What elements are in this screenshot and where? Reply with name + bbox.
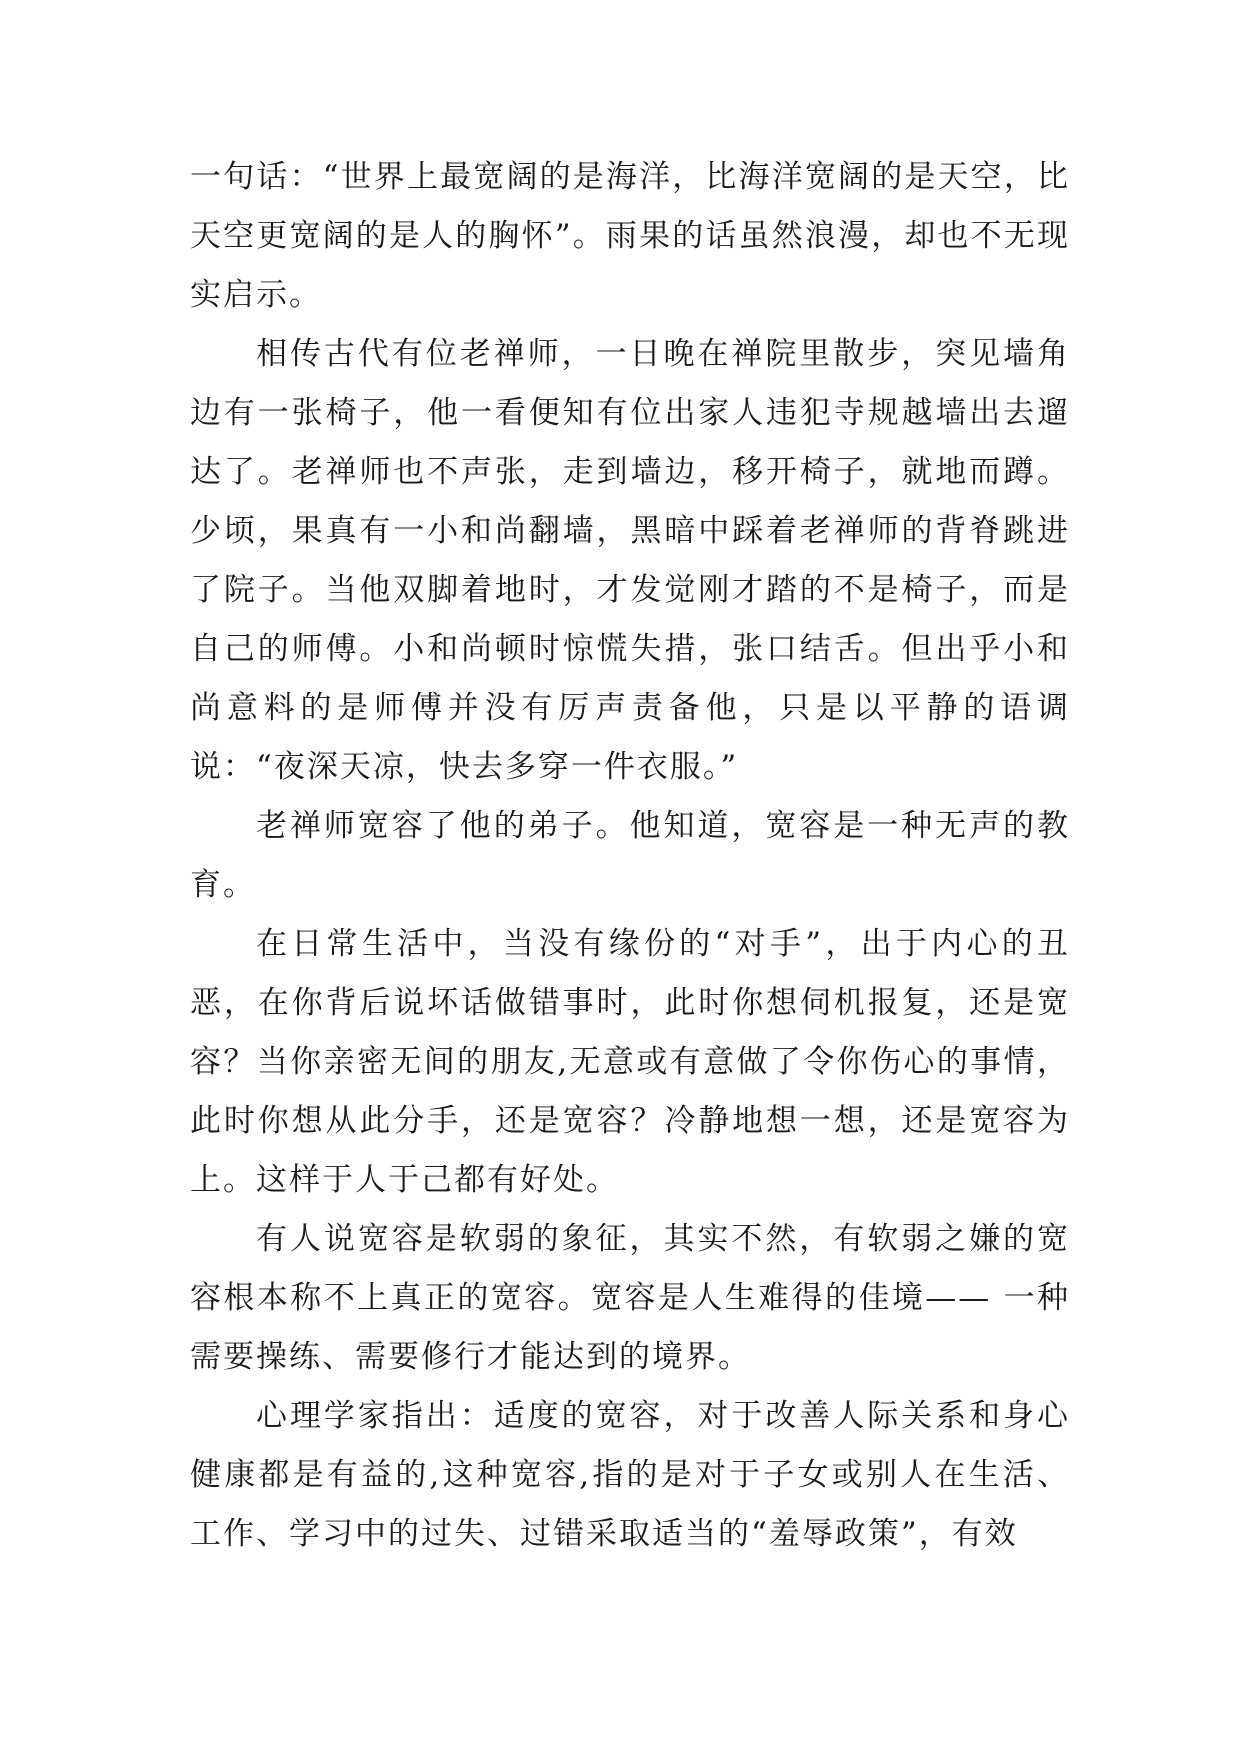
paragraph-5: 有人说宽容是软弱的象征，其实不然，有软弱之嫌的宽容根本称不上真正的宽容。宽容是人生难得的佳境—— 一种需要操练、需要修行才能达到的境界。 bbox=[190, 1221, 1070, 1375]
paragraph-6: 心理学家指出：适度的宽容，对于改善人际关系和身心健康都是有益的,这种宽容,指的是对于子女或别人在生活、工作、学习中的过失、过错采取适当的“羞辱政策”，有效 bbox=[190, 1398, 1070, 1552]
paragraph-2: 相传古代有位老禅师，一日晚在禅院里散步，突见墙角边有一张椅子，他一看便知有位出家人违犯寺规越墙出去遛达了。老禅师也不声张，走到墙边，移开椅子，就地而蹲。少顷，果真有一小和尚翻墙，黑暗中踩着老禅师的背脊跳进了院子。当他双脚着地时，才发觉刚才踏的不是椅子，而是自己的师傅。小和尚顿时惊慌失措，张口结舌。但出乎小和尚意料的是师傅并没有厉声责备他，只是以平静的语调说：“夜深天凉，快去多穿一件衣服。” bbox=[190, 336, 1070, 785]
paragraph-1: 一句话：“世界上最宽阔的是海洋，比海洋宽阔的是天空，比天空更宽阔的是人的胸怀”。雨果的话虽然浪漫，却也不无现实启示。 bbox=[190, 159, 1070, 313]
document-body bbox=[190, 148, 1070, 1564]
paragraph-3: 老禅师宽容了他的弟子。他知道，宽容是一种无声的教育。 bbox=[190, 808, 1070, 903]
paragraph-4: 在日常生活中，当没有缘份的“对手”，出于内心的丑恶，在你背后说坏话做错事时，此时你想伺机报复，还是宽容？当你亲密无间的朋友,无意或有意做了令你伤心的事情，此时你想从此分手，还是宽容？冷静地想一想，还是宽容为上。这样于人于己都有好处。 bbox=[190, 926, 1070, 1198]
